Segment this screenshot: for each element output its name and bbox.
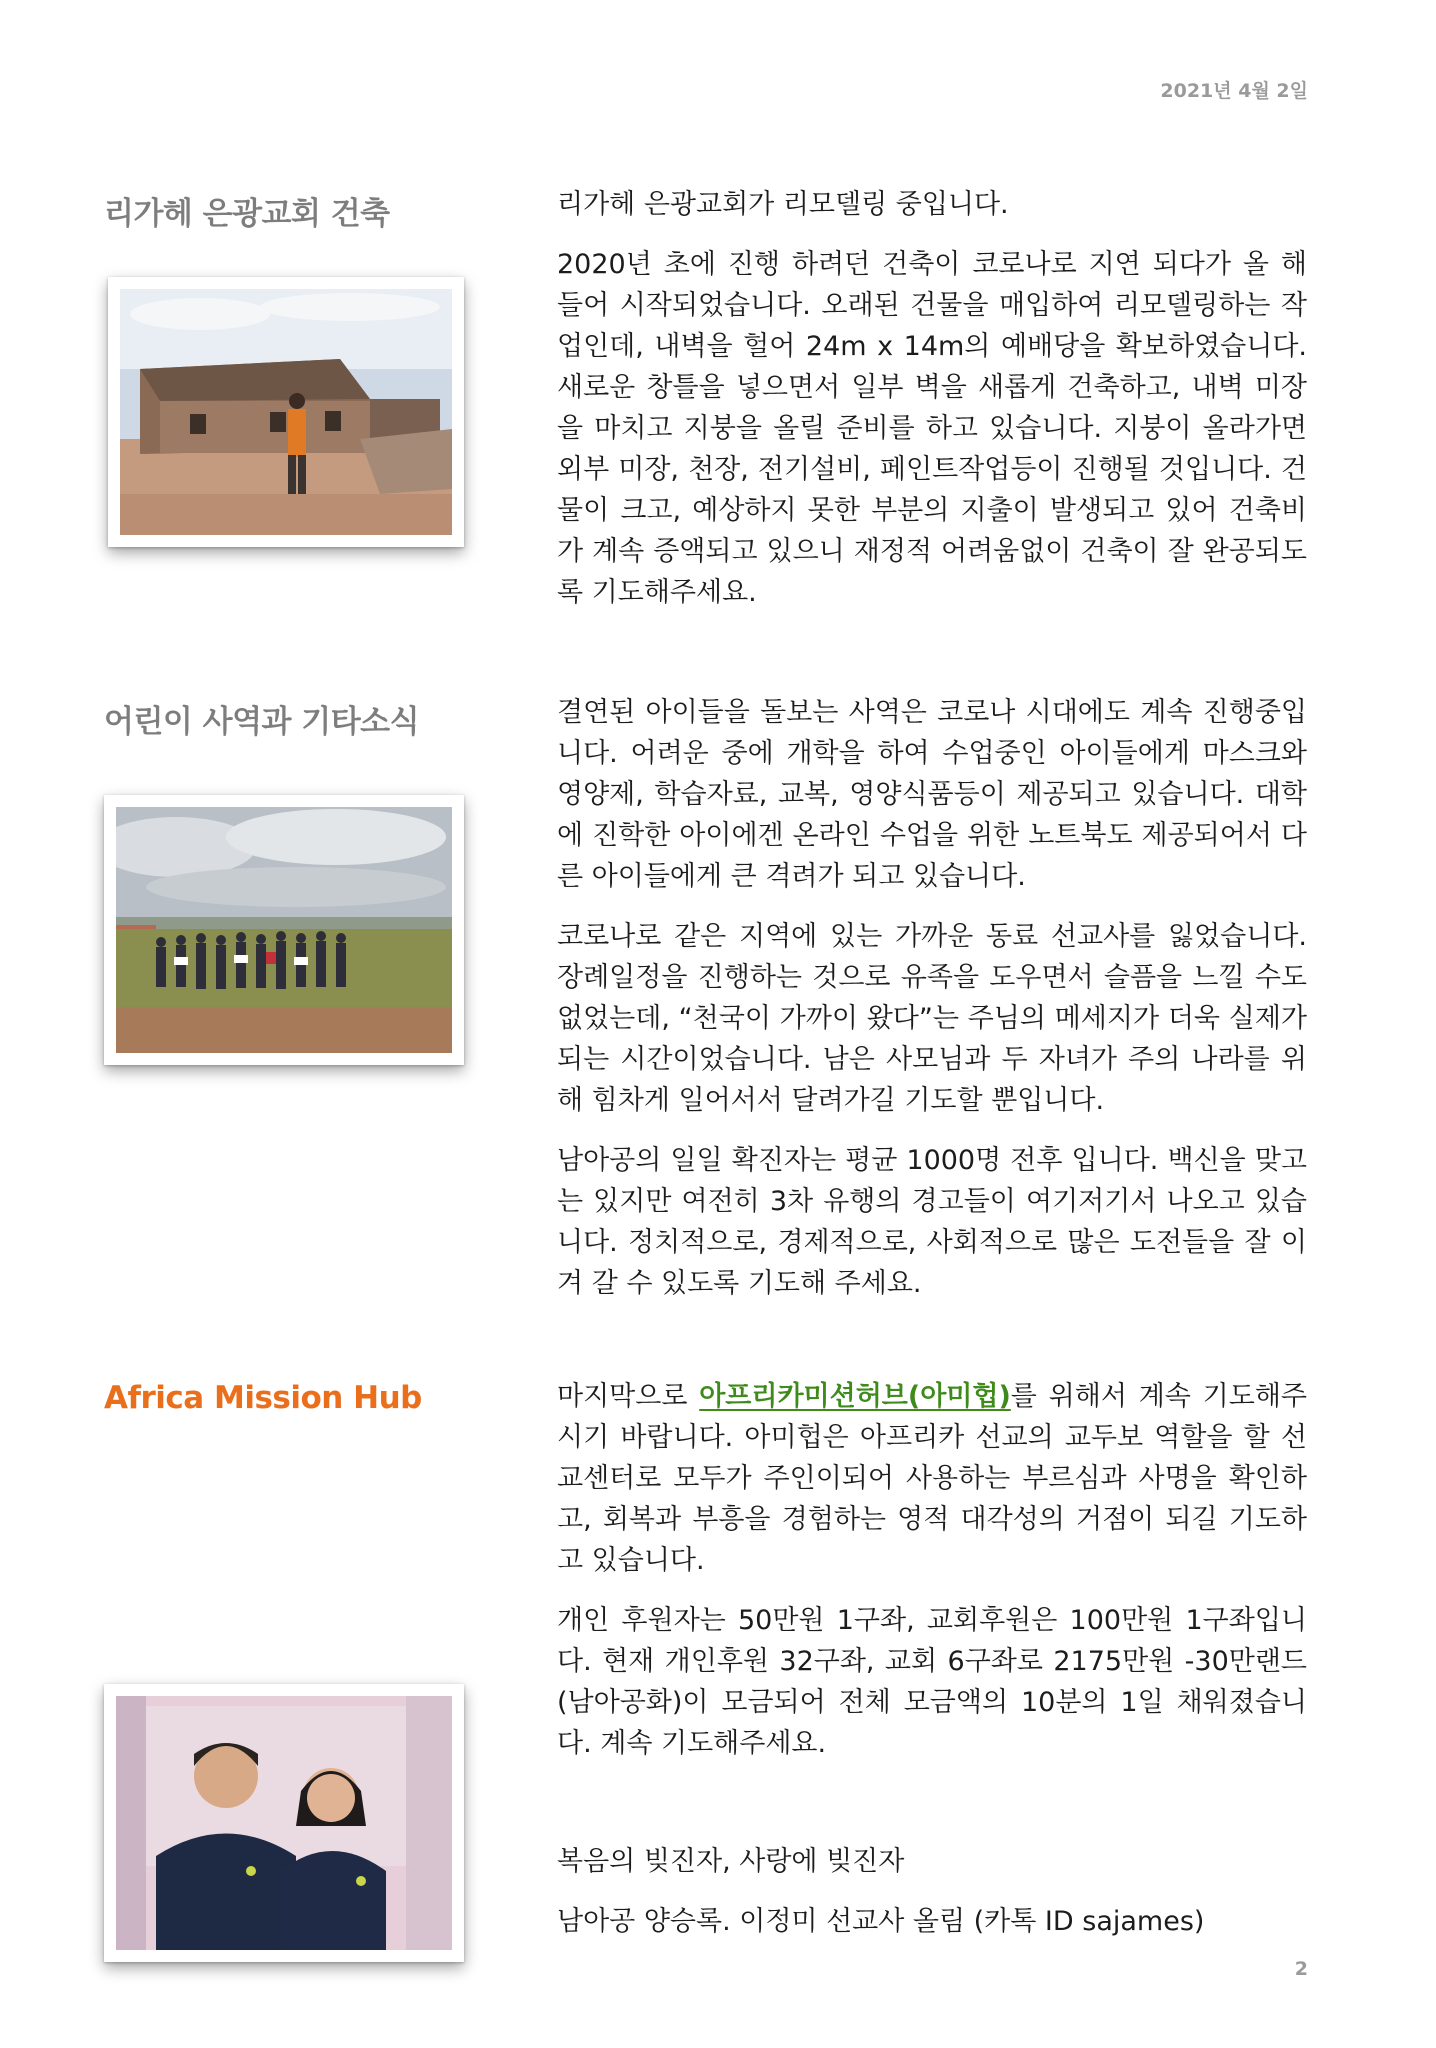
section-heading-hub: Africa Mission Hub [104,1380,422,1416]
page-number: 2 [1294,1958,1308,1980]
church-construction-photo [108,277,464,547]
missionary-couple-photo [104,1684,464,1962]
children-text [557,692,1307,1323]
section-heading-construction: 리가헤 은광교회 건축 [104,196,390,232]
hub-text [557,1376,1307,1783]
children-group-photo [104,795,464,1065]
construction-paragraph-1: 리가헤 은광교회가 리모델링 중입니다. [557,189,1009,220]
page-date: 2021년 4월 2일 [1160,80,1308,102]
construction-text [557,184,1307,632]
children-paragraph-3: 남아공의 일일 확진자는 평균 1000명 전후 입니다. 백신을 맞고는 있지만 여전히 3차 유행의 경고들이 여기저기서 나오고 있습니다. 정치적으로, 경제적으로, 사회적으로 많은 도전들을 잘 이겨 갈 수 있도록 기도해 주세요. [557,1145,1307,1299]
construction-paragraph-2: 2020년 초에 진행 하려던 건축이 코로나로 지연 되다가 올 해 들어 시작되었습니다. 오래된 건물을 매입하여 리모델링하는 작업인데, 내벽을 헐어 24m x 14m의 예배당을 확보하였습니다. 새로운 창틀을 넣으면서 일부 벽을 새롭게 건축하고, 내벽 미장을 마치고 지붕을 올릴 준비를 하고 있습니다. 지붕이 올라가면 외부 미장, 천장, 전기설비, 페인트작업등이 진행될 것입니다. 건물이 크고, 예상하지 못한 부분의 지출이 발생되고 있어 건축비가 계속 증액되고 있으니 재정적 어려움없이 건축이 잘 완공되도록 기도해주세요. [557,249,1307,608]
children-paragraph-2: 코로나로 같은 지역에 있는 가까운 동료 선교사를 잃었습니다. 장례일정을 진행하는 것으로 유족을 도우면서 슬픔을 느낄 수도 없었는데, “천국이 가까이 왔다”는 주님의 메세지가 더욱 실제가 되는 시간이었습니다. 남은 사모님과 두 자녀가 주의 나라를 위해 힘차게 일어서서 달려가길 기도할 뿐입니다. [557,921,1307,1116]
hub-paragraph-2: 개인 후원자는 50만원 1구좌, 교회후원은 100만원 1구좌입니다. 현재 개인후원 32구좌, 교회 6구좌로 2175만원 -30만랜드(남아공화)이 모금되어 전체 모금액의 10분의 1일 채워졌습니다. 계속 기도해주세요. [557,1605,1307,1759]
section-heading-children: 어린이 사역과 기타소식 [104,704,420,740]
closing-text [557,1841,1307,1942]
hub-paragraph-1 [557,1376,1307,1581]
signature-line: 남아공 양승록. 이정미 선교사 올림 (카톡 ID sajames) [557,1906,1205,1937]
children-paragraph-1: 결연된 아이들을 돌보는 사역은 코로나 시대에도 계속 진행중입니다. 어려운 중에 개학을 하여 수업중인 아이들에게 마스크와 영양제, 학습자료, 교복, 영양식품등이 제공되고 있습니다. 대학에 진학한 아이에겐 온라인 수업을 위한 노트북도 제공되어서 다른 아이들에게 큰 격려가 되고 있습니다. [557,697,1307,892]
hub-paragraph-1-rest: 를 위해서 계속 기도해주시기 바랍니다. 아미헙은 아프리카 선교의 교두보 역할을 할 선교센터로 모두가 주인이되어 사용하는 부르심과 사명을 확인하고, 회복과 부흥을 경험하는 영적 대각성의 거점이 되길 기도하고 있습니다. [557,1381,1307,1576]
closing-line: 복음의 빚진자, 사랑에 빚진자 [557,1846,905,1877]
hub-paragraph-1-intro: 마지막으로 [557,1381,700,1412]
ami-hub-link[interactable]: 아프리카미션허브(아미헙) [699,1381,1011,1412]
